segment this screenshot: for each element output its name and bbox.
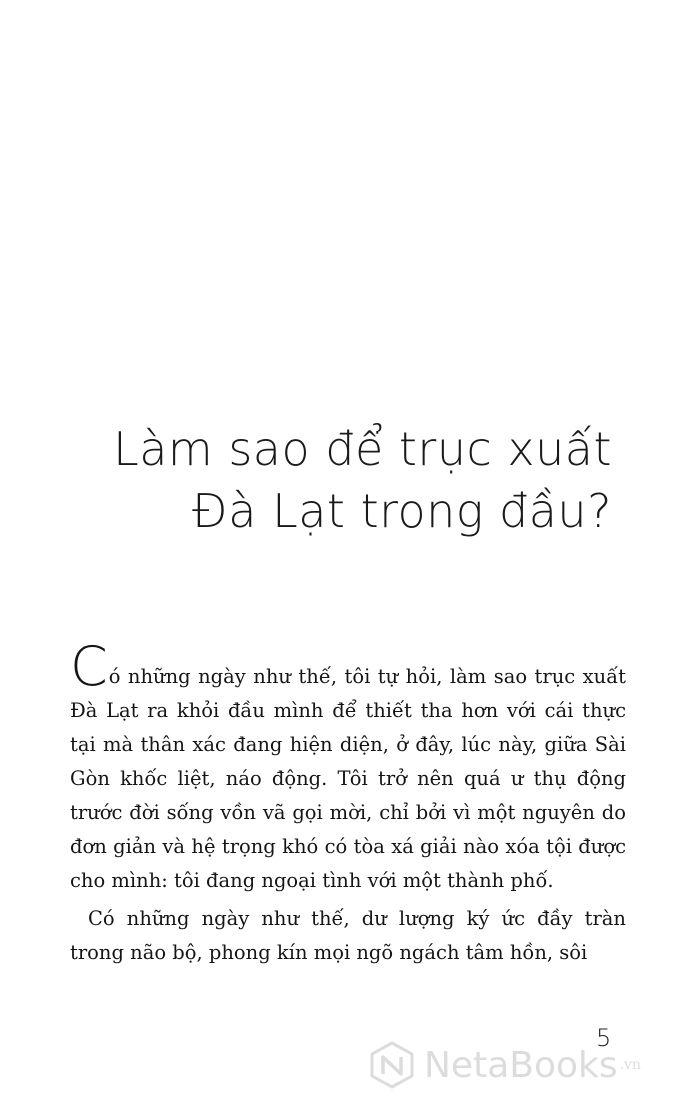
paragraph-1-text: ó những ngày như thế, tôi tự hỏi, làm sao trục xuất Đà Lạt ra khỏi đầu mình để thiết tha hơn với cái thực tại mà thân xác đang hiện diện, ở đây, lúc này, giữa Sài Gòn khốc liệt, náo động. Tôi trở nên quá ư thụ động trước đời sống vồn vã gọi mời, chỉ bởi vì một nguyên do đơn giản và hệ trọng khó có tòa xá giải nào xóa tội được cho mình: tôi đang ngoại tình với một thành phố. [70,665,626,892]
netabooks-logo-icon [368,1041,416,1089]
watermark-text: NetaBooks [424,1044,618,1086]
body-text [70,635,626,970]
chapter-title-line-1: Làm sao để trục xuất [113,422,612,476]
drop-cap: C [70,635,108,698]
paragraph-1 [70,635,626,898]
watermark-suffix: .vn [619,1057,641,1073]
page-number: 5 [596,1024,612,1052]
chapter-title [113,418,612,542]
chapter-title-line-2: Đà Lạt trong đầu? [192,484,612,538]
paragraph-2: Có những ngày như thế, dư lượng ký ức đầy tràn trong não bộ, phong kín mọi ngõ ngách tâm hồn, sôi [70,907,626,964]
watermark [368,1030,700,1100]
